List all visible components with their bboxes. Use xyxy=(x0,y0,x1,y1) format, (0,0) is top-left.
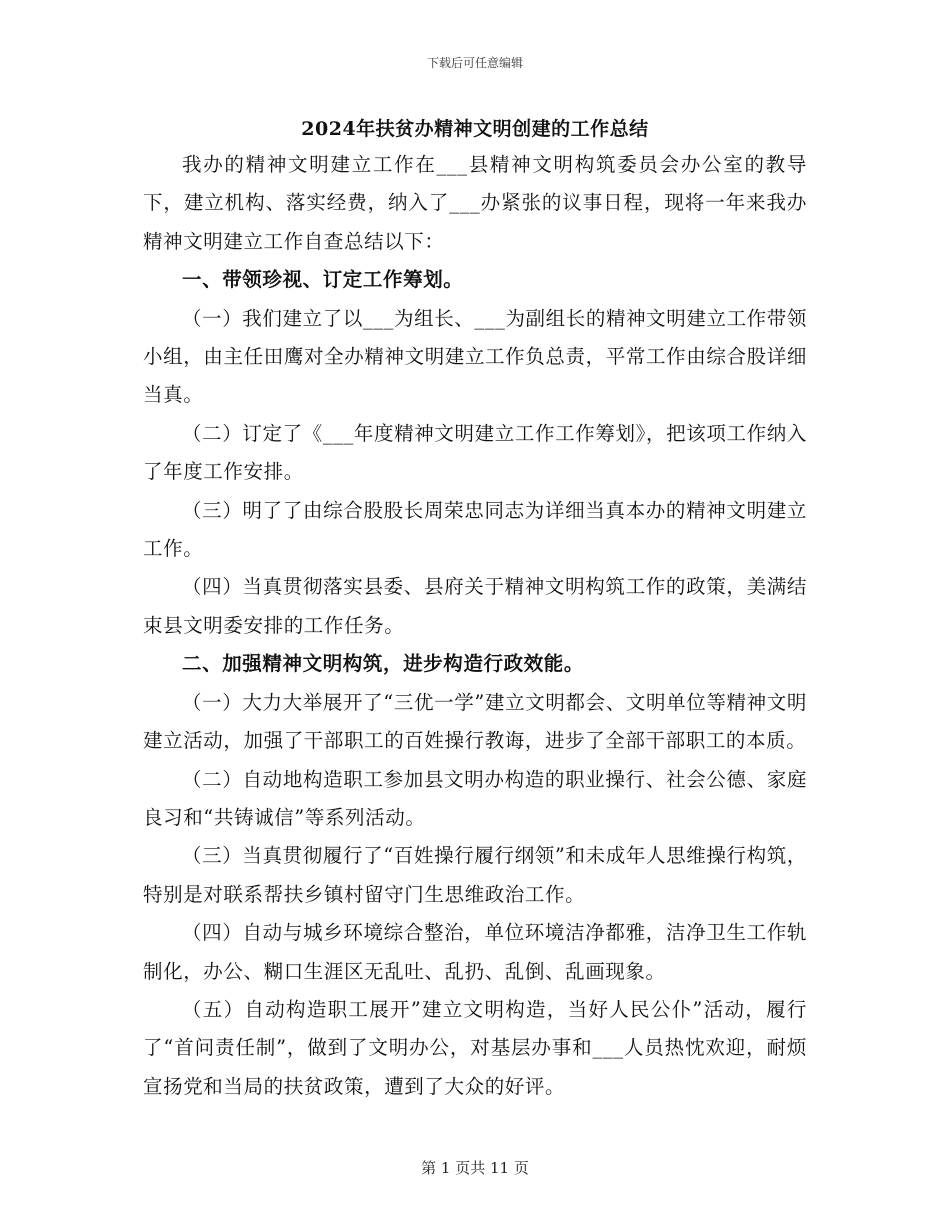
download-note: 下载后可任意编辑 xyxy=(426,56,523,70)
document-body xyxy=(143,146,807,1106)
paragraph: （五）自动构造职工展开”建立文明构造，当好人民公仆”活动，履行了“首问责任制”，做到了文明办公，对基层办事和___人员热忱欢迎，耐烦宣扬党和当局的扶贫政策，遭到了大众的好评。 xyxy=(143,997,807,1098)
paragraph: （四）当真贯彻落实县委、县府关于精神文明构筑工作的政策，美满结束县文明委安排的工作任务。 xyxy=(143,575,807,637)
paragraph: （三）明了了由综合股股长周荣忠同志为详细当真本办的精神文明建立工作。 xyxy=(143,498,807,561)
paragraph: （一）大力大举展开了“三优一学”建立文明都会、文明单位等精神文明建立活动，加强了干部职工的百姓操行教诲，进步了全部干部职工的本质。 xyxy=(143,690,807,753)
intro-paragraph: 我办的精神文明建立工作在___县精神文明构筑委员会办公室的教导下，建立机构、落实经费，纳入了___办紧张的议事日程，现将一年来我办精神文明建立工作自查总结以下： xyxy=(143,153,807,253)
document-title: 2024年扶贫办精神文明创建的工作总结 xyxy=(301,118,649,140)
paragraph: （一）我们建立了以___为组长、___为副组长的精神文明建立工作带领小组，由主任田鹰对全办精神文明建立工作负总责，平常工作由综合股详细当真。 xyxy=(143,306,807,407)
section-heading-2: 二、加强精神文明构筑，进步构造行政效能。 xyxy=(182,652,585,676)
paragraph: （四）自动与城乡环境综合整治，单位环境洁净都雅，洁净卫生工作轨制化，办公、糊口生涯区无乱吐、乱扔、乱倒、乱画现象。 xyxy=(143,921,807,983)
page-number: 第 1 页共 11 页 xyxy=(421,1159,529,1177)
paragraph: （三）当真贯彻履行了“百姓操行履行纲领”和未成年人思维操行构筑，特别是对联系帮扶乡镇村留守门生思维政治工作。 xyxy=(143,844,807,906)
paragraph: （二）自动地构造职工参加县文明办构造的职业操行、社会公德、家庭良习和“共铸诚信”等系列活动。 xyxy=(143,767,807,829)
paragraph: （二）订定了《___年度精神文明建立工作工作筹划》，把该项工作纳入了年度工作安排。 xyxy=(143,421,807,484)
section-heading-1: 一、带领珍视、订定工作筹划。 xyxy=(182,268,464,292)
